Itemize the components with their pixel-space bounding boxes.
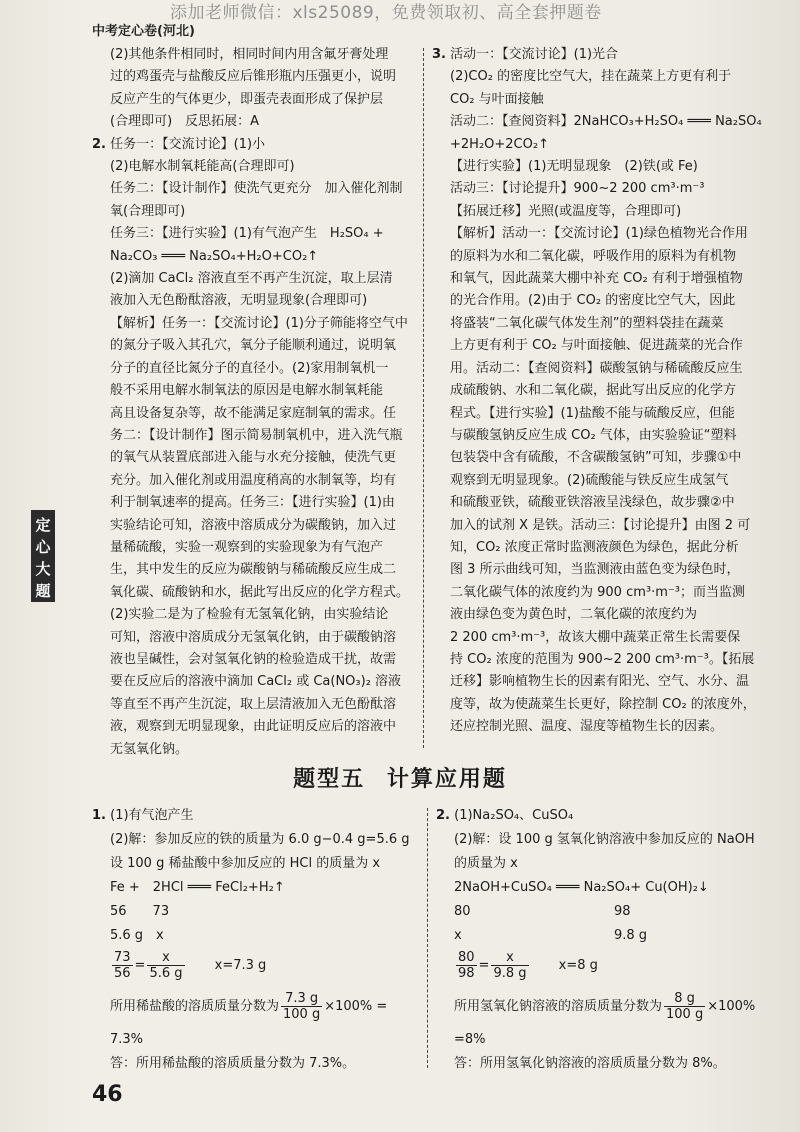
text-line — [432, 201, 772, 223]
text-line — [432, 290, 772, 312]
line-text: 液，观察到无明显现象，由此证明反应后的溶液中 — [110, 719, 397, 735]
line-text: 过的鸡蛋壳与盐酸反应后锥形瓶内压强更小，说明 — [110, 69, 397, 85]
q2-line3: 的质量为 x — [454, 856, 518, 871]
q2-frac1-n: 80 — [458, 950, 475, 965]
line-text: 和硫酸亚铁，硫酸亚铁溶液呈浅绿色，故步骤②中 — [450, 495, 735, 511]
left-column — [92, 44, 418, 761]
text-line — [92, 627, 418, 649]
q1-frac2-n: x — [147, 950, 184, 966]
question-1 — [92, 806, 422, 1074]
line-text: 任务三：【进行实验】(1)有气泡产生 H₂SO₄ + — [110, 226, 384, 242]
q1-pct-tail: ×100% = — [324, 999, 388, 1014]
line-text: 成硫酸钠、水和二氧化碳，据此写出反应的化学方 — [450, 383, 737, 399]
text-line — [432, 156, 772, 178]
q2-result: x=8 g — [558, 958, 598, 973]
line-text: +2H₂O+2CO₂↑ — [450, 136, 549, 152]
line-text: 任务一：【交流讨论】(1)小 — [110, 136, 266, 152]
line-text: 程式。【进行实验】(1)盐酸不能与硫酸反应，但能 — [450, 405, 735, 421]
line-text: 分子的直径比氮分子的直径小。(2)家用制氧机一 — [110, 360, 389, 376]
column-divider — [423, 48, 424, 748]
line-text: 【拓展迁移】光照(或温度等，合理即可) — [450, 203, 682, 219]
q2-frac2-d: 9.8 g — [493, 966, 527, 981]
text-line — [432, 223, 772, 245]
q2-line1: (1)Na₂SO₄、CuSO₄ — [454, 808, 574, 823]
line-text: (2)电解水制氧耗能高(合理即可) — [110, 159, 295, 175]
text-line — [92, 156, 418, 178]
text-line — [92, 492, 418, 514]
line-text: 观察到无明显现象。(2)硫酸能与铁反应生成氢气 — [450, 472, 729, 488]
q1-pct-d: 100 g — [283, 1007, 321, 1022]
q2-mass-c: x — [454, 928, 462, 943]
line-text: (2)实验二是为了检验有无氢氧化钠，由实验结论 — [110, 607, 389, 623]
line-text: 等直至不再产生沉淀，取上层清液加入无色酚酞溶 — [110, 696, 397, 712]
text-line — [432, 537, 772, 559]
text-line — [92, 403, 418, 425]
q1-pct-text: 所用稀盐酸的溶质质量分数为 — [110, 999, 280, 1014]
line-text: 可知，溶液中溶质成分无氢氧化钠，由于碳酸钠溶 — [110, 629, 397, 645]
q2-number: 2. — [436, 808, 450, 823]
line-text: 的光合作用。(2)由于 CO₂ 的密度比空气大，因此 — [450, 293, 736, 309]
q1-frac2 — [147, 950, 184, 981]
line-text: 上方更有利于 CO₂ 与叶面接触、促进蔬菜的光合作 — [450, 338, 743, 354]
text-line — [92, 178, 418, 200]
q1-frac1-n: 73 — [114, 950, 131, 965]
q1-frac1 — [112, 950, 133, 981]
text-line — [92, 111, 418, 133]
section-title-part1: 题型五 — [293, 767, 366, 792]
line-text: 氧化碳、硫酸钠和水，据此写出反应的化学方程式。 — [110, 584, 410, 600]
line-text: 度等，故为使蔬菜生长更好，除控制 CO₂ 的浓度外， — [450, 696, 756, 712]
text-line — [92, 268, 418, 290]
q2-mass-d: 9.8 g — [614, 928, 648, 943]
text-line — [432, 470, 772, 492]
line-text: 活动三：【讨论提升】900~2 200 cm³·m⁻³ — [450, 181, 705, 197]
line-text: 与碳酸氢钠反应生成 CO₂ 气体，由实验验证“塑料 — [450, 427, 737, 443]
line-text: (2)CO₂ 的密度比空气大，挂在蔬菜上方更有利于 — [450, 69, 732, 85]
line-text: 图 3 所示曲线可知，当监测液由蓝色变为绿色时， — [450, 562, 740, 578]
running-head: 中考定心卷(河北) — [92, 24, 195, 39]
line-text: 般不采用电解水制氧法的原因是电解水制氧耗能 — [110, 383, 384, 399]
column-divider-lower — [427, 808, 428, 1068]
q1-mass-ratio: 56 73 — [110, 904, 170, 919]
question-number: 3. — [432, 47, 446, 62]
text-line — [432, 89, 772, 111]
text-line — [92, 649, 418, 671]
line-text: 量稀硫酸，实验一观察到的实验现象为有气泡产 — [110, 539, 384, 555]
text-line — [92, 537, 418, 559]
text-line — [432, 515, 772, 537]
text-line — [432, 178, 772, 200]
text-line — [92, 694, 418, 716]
side-tab: 定心大题 — [31, 510, 55, 602]
text-line — [432, 716, 772, 738]
text-line — [92, 246, 418, 268]
q2-pct-tail: ×100% — [707, 999, 756, 1014]
text-line — [92, 716, 418, 738]
line-text: 无氢氧化钠。 — [110, 741, 189, 757]
text-line — [92, 134, 418, 156]
line-text: 【解析】任务一：【交流讨论】(1)分子筛能将空气中 — [110, 315, 408, 331]
q2-pct-d: 100 g — [666, 1007, 704, 1022]
q1-proportion: $\frac{73}{56}$ = $\frac{x}{5.6 g}$ x=7.3 g — [114, 950, 267, 981]
right-column — [432, 44, 772, 739]
q2-pct-frac — [664, 991, 705, 1022]
line-text: 将盛装“二氧化碳气体发生剂”的塑料袋挂在蔬菜 — [450, 315, 724, 331]
watermark: 添加老师微信：xls25089，免费领取初、高全套押题卷 — [170, 3, 602, 23]
line-text: 持 CO₂ 浓度的范围为 900~2 200 cm³·m⁻³。【拓展 — [450, 651, 755, 667]
q1-result: x=7.3 g — [214, 958, 267, 973]
line-text: 的氮分子吸入其孔穴，氧分子能顺利通过，说明氧 — [110, 338, 397, 354]
text-line — [432, 66, 772, 88]
q2-percentage — [436, 991, 776, 1022]
line-text: 的氧气从装置底部进入能与水充分接触，使洗气更 — [110, 450, 397, 466]
text-line — [92, 44, 418, 66]
q1-line2: (2)解：参加反应的铁的质量为 6.0 g−0.4 g=5.6 g — [110, 832, 410, 847]
line-text: (2)其他条件相同时，相同时间内用含氟牙膏处理 — [110, 47, 389, 62]
text-line — [432, 403, 772, 425]
line-text: 液加入无色酚酞溶液，无明显现象(合理即可) — [110, 293, 368, 309]
text-line — [92, 89, 418, 111]
text-line — [92, 447, 418, 469]
line-text: 【解析】活动一：【交流讨论】(1)绿色植物光合作用 — [450, 226, 748, 242]
text-line — [92, 671, 418, 693]
text-line — [432, 559, 772, 581]
q2-mass-a: 80 — [454, 904, 471, 919]
text-line — [92, 335, 418, 357]
q1-answer: 答：所用稀盐酸的溶质质量分数为 7.3%。 — [110, 1056, 356, 1071]
line-text: 的原料为水和二氧化碳，呼吸作用的原料为有机物 — [450, 248, 737, 264]
text-line — [432, 335, 772, 357]
text-line — [432, 582, 772, 604]
q2-frac2 — [491, 950, 528, 981]
line-text: 液也呈碱性，会对氢氧化钠的检验造成干扰，故需 — [110, 651, 397, 667]
line-text: 实验结论可知，溶液中溶质成分为碳酸钠，加入过 — [110, 517, 397, 533]
line-text: 务二：【设计制作】图示简易制氧机中，进入洗气瓶 — [110, 427, 403, 443]
q1-pct-n: 7.3 g — [281, 991, 322, 1007]
q1-number: 1. — [92, 808, 106, 823]
q1-line3: 设 100 g 稀盐酸中参加反应的 HCl 的质量为 x — [110, 856, 381, 871]
q1-percentage — [92, 991, 422, 1022]
q2-mass-b: 98 — [614, 904, 631, 919]
q2-frac2-n: x — [491, 950, 528, 966]
text-line — [92, 290, 418, 312]
text-line — [432, 671, 772, 693]
text-line — [432, 447, 772, 469]
text-line — [92, 559, 418, 581]
q1-frac1-d: 56 — [114, 966, 131, 981]
q2-actual-row — [436, 926, 776, 946]
section-title-part2: 计算应用题 — [386, 767, 507, 792]
line-text: 包装袋中含有硫酸，不含碳酸氢钠”可知，步骤①中 — [450, 450, 742, 466]
text-line — [92, 313, 418, 335]
text-line — [92, 380, 418, 402]
line-text: 还应控制光照、温度、湿度等植物生长的因素。 — [450, 719, 724, 735]
text-line — [92, 201, 418, 223]
text-line — [432, 649, 772, 671]
section-title — [0, 762, 800, 793]
text-line — [92, 223, 418, 245]
line-text: 高且设备复杂等，故不能满足家庭制氧的需求。任 — [110, 405, 397, 421]
q2-proportion: $\frac{80}{98}$ = $\frac{x}{9.8 g}$ x=8 g — [458, 950, 598, 981]
text-line — [92, 604, 418, 626]
text-line — [92, 358, 418, 380]
text-line — [92, 515, 418, 537]
question-number: 2. — [92, 136, 106, 152]
text-line — [432, 627, 772, 649]
text-line — [92, 425, 418, 447]
text-line — [432, 134, 772, 156]
q1-actual-mass: 5.6 g x — [110, 928, 164, 943]
text-line — [432, 44, 772, 66]
line-text: 用。活动二：【查阅资料】碳酸氢钠与稀硫酸反应生 — [450, 360, 743, 376]
q2-frac1-d: 98 — [458, 966, 475, 981]
q1-pct-value: 7.3% — [110, 1032, 144, 1047]
text-line — [432, 380, 772, 402]
q2-pct-text: 所用氢氧化钠溶液的溶质质量分数为 — [454, 999, 663, 1014]
q2-mass-row — [436, 902, 776, 922]
q1-equation: Fe + 2HCl ═══ FeCl₂+H₂↑ — [110, 880, 285, 895]
text-line — [92, 739, 418, 761]
q2-frac1 — [456, 950, 477, 981]
q2-pct-value: =8% — [454, 1032, 486, 1047]
line-text: 2 200 cm³·m⁻³，故该大棚中蔬菜正常生长需要保 — [450, 629, 741, 645]
line-text: 充分。加入催化剂或用温度稍高的水制氧等，均有 — [110, 472, 397, 488]
text-line — [92, 582, 418, 604]
line-text: 加入的试剂 X 是铁。活动三：【讨论提升】由图 2 可 — [450, 517, 751, 533]
line-text: 任务二：【设计制作】使洗气更充分 加入催化剂制 — [110, 181, 403, 197]
line-text: 活动二：【查阅资料】2NaHCO₃+H₂SO₄ ═══ Na₂SO₄ — [450, 114, 762, 130]
q1-pct-frac — [281, 991, 322, 1022]
line-text: 和氧气，因此蔬菜大棚中补充 CO₂ 有利于增强植物 — [450, 271, 743, 287]
q2-equation: 2NaOH+CuSO₄ ═══ Na₂SO₄+ Cu(OH)₂↓ — [454, 880, 709, 895]
q2-line2: (2)解：设 100 g 氢氧化钠溶液中参加反应的 NaOH — [454, 832, 755, 847]
line-text: 知，CO₂ 浓度正常时监测液颜色为绿色，据此分析 — [450, 539, 739, 555]
line-text: Na₂CO₃ ═══ Na₂SO₄+H₂O+CO₂↑ — [110, 248, 319, 264]
page-number: 46 — [92, 1082, 123, 1107]
line-text: 液由绿色变为黄色时，二氧化碳的浓度约为 — [450, 607, 698, 623]
text-line — [432, 492, 772, 514]
line-text: (2)滴加 CaCl₂ 溶液直至不再产生沉淀，取上层清 — [110, 271, 393, 287]
text-line — [92, 470, 418, 492]
q1-line1: (1)有气泡产生 — [110, 808, 194, 823]
line-text: 氧(合理即可) — [110, 203, 186, 219]
line-text: 【进行实验】(1)无明显现象 (2)铁(或 Fe) — [450, 159, 698, 175]
text-line — [432, 313, 772, 335]
q2-pct-n: 8 g — [664, 991, 705, 1007]
line-text: 利于制氧速率的提高。任务三：【进行实验】(1)由 — [110, 495, 395, 511]
line-text: (合理即可) 反思拓展：A — [110, 114, 260, 130]
q1-frac2-d: 5.6 g — [149, 966, 183, 981]
text-line — [432, 111, 772, 133]
line-text: 迁移】影响植物生长的因素有阳光、空气、水分、温 — [450, 674, 750, 690]
line-text: 要在反应后的溶液中滴加 CaCl₂ 或 Ca(NO₃)₂ 溶液 — [110, 674, 402, 690]
line-text: 反应产生的气体更少，即蛋壳表面形成了保护层 — [110, 91, 384, 107]
text-line — [432, 425, 772, 447]
text-line — [432, 268, 772, 290]
line-text: 二氧化碳气体的浓度约为 900 cm³·m⁻³；而当监测 — [450, 584, 745, 600]
text-line — [92, 66, 418, 88]
text-line — [432, 358, 772, 380]
text-line — [432, 604, 772, 626]
line-text: CO₂ 与叶面接触 — [450, 91, 544, 107]
text-line — [432, 246, 772, 268]
text-line — [432, 694, 772, 716]
question-2 — [436, 806, 776, 1074]
line-text: 活动一：【交流讨论】(1)光合 — [450, 47, 619, 62]
line-text: 生，其中发生的反应为碳酸钠与稀硫酸反应生成二 — [110, 562, 397, 578]
q2-answer: 答：所用氢氧化钠溶液的溶质质量分数为 8%。 — [454, 1056, 726, 1071]
